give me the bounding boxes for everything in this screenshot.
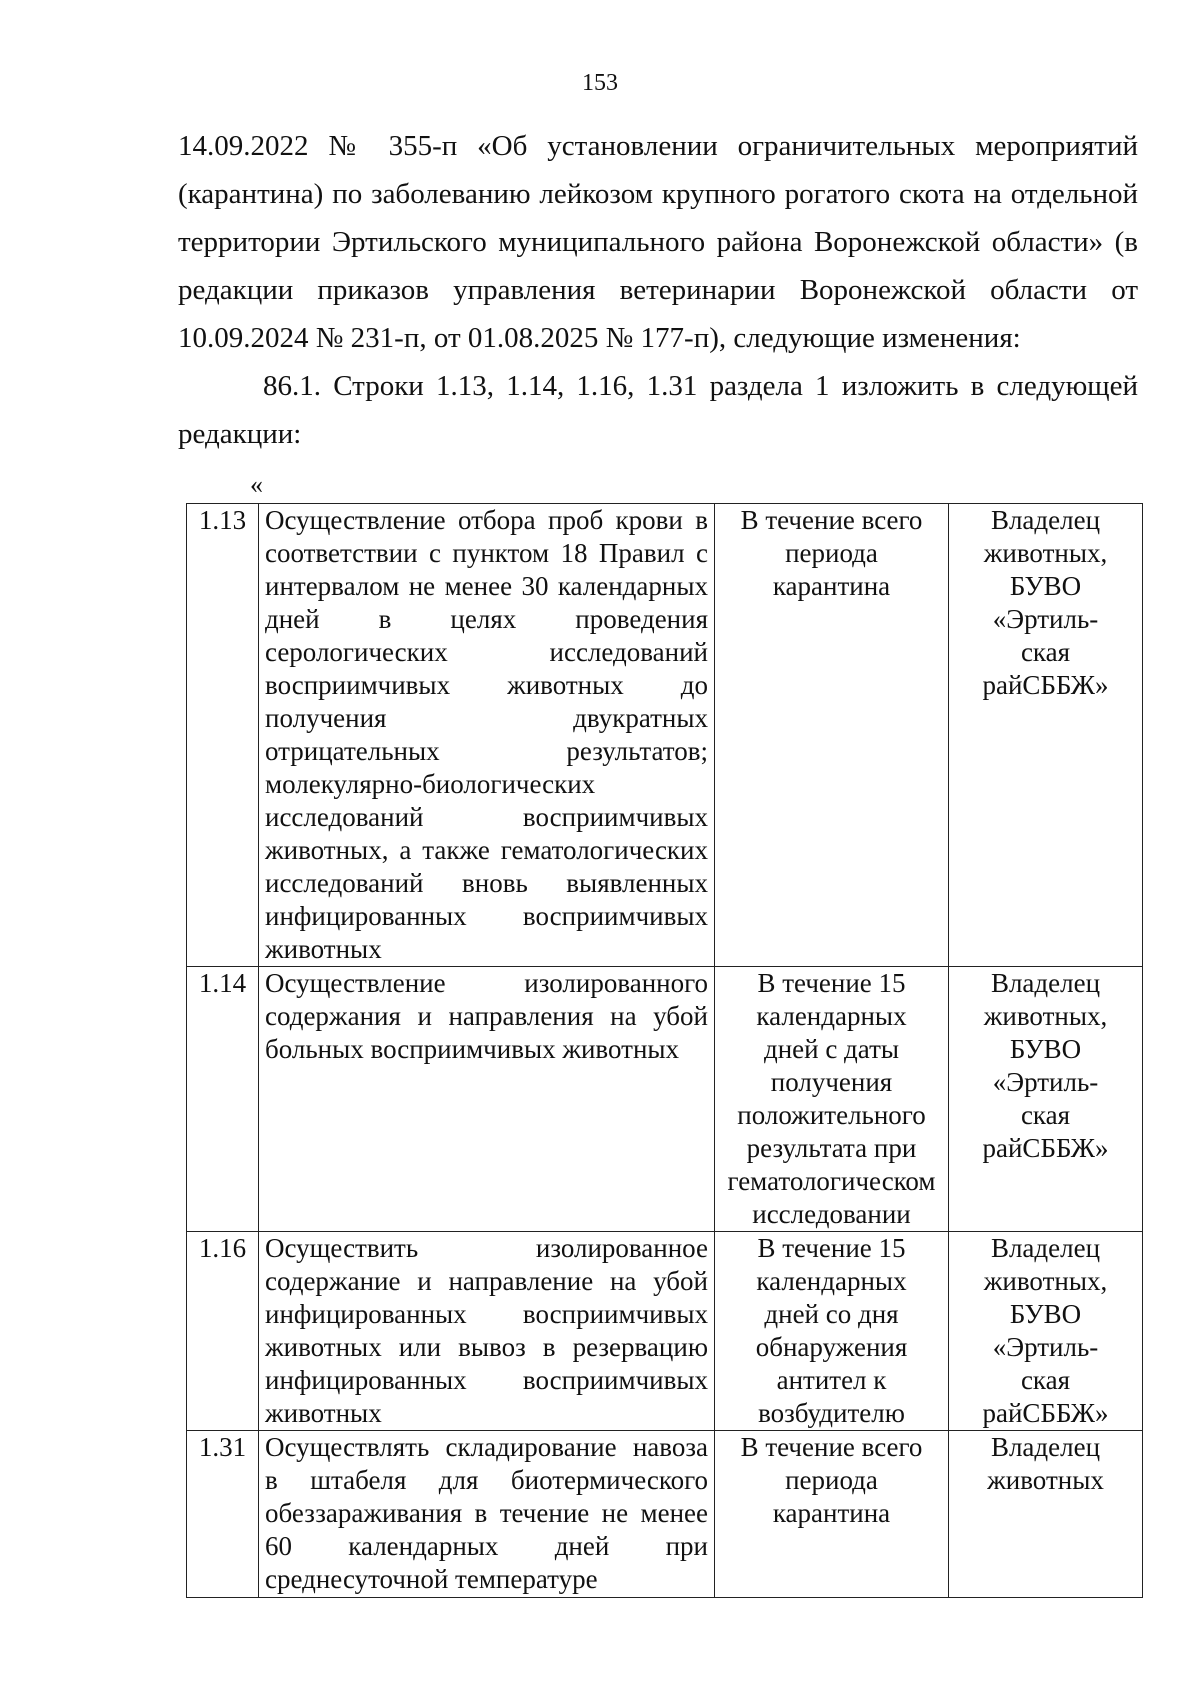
deadline-line: дней со дня [764,1299,899,1329]
row-number: 1.31 [187,1431,259,1598]
deadline-line: обнаружения [755,1332,908,1362]
responsible-line: БУВО [1009,1299,1082,1329]
deadline-line: карантина [772,1498,891,1528]
table-row [187,1431,1143,1598]
deadline-line: исследовании [752,1199,911,1229]
deadline-line: В течение всего [740,505,923,535]
deadline-line: периода [785,1465,878,1495]
opening-quote-mark: « [250,470,263,499]
lead-text [178,122,1138,458]
deadline-cell [715,504,949,967]
responsible-line: БУВО [1009,571,1082,601]
deadline-line: периода [785,538,878,568]
deadline-line: антител к [776,1365,887,1395]
responsible-line: Владелец [990,505,1101,535]
responsible-line: райСББЖ» [982,670,1109,700]
row-number: 1.14 [187,967,259,1232]
lead-paragraph-1: 14.09.2022 № 355-п «Об установлении ограничительных мероприятий (карантина) по заболеванию лейкозом крупного рогатого скота на отдельной территории Эртильского муниципального района Воронежской области» (в редакции приказов управления ветеринарии Воронежской области от 10.09.2024 № 231-п, от 01.08.2025 № 177-п), следующие изменения: [178,130,1138,354]
lead-paragraph-2: 86.1. Строки 1.13, 1.14, 1.16, 1.31 раздела 1 изложить в следующей редакции: [178,370,1138,450]
responsible-line: райСББЖ» [982,1398,1109,1428]
responsible-line: ская [1020,1365,1071,1395]
deadline-cell [715,967,949,1232]
deadline-line: положительного [737,1100,926,1130]
deadline-line: результата при [746,1133,917,1163]
responsible-line: животных, [983,538,1108,568]
responsible-line: Владелец [990,968,1101,998]
row-number: 1.16 [187,1232,259,1431]
measure-text: Осуществление изолированного содержания и направления на убой больных восприимчивых животных [259,967,715,1232]
deadline-line: карантина [772,571,891,601]
deadline-line: гематологическом [727,1166,936,1196]
responsible-line: ская [1020,1100,1071,1130]
table-row [187,967,1143,1232]
responsible-line: райСББЖ» [982,1133,1109,1163]
deadline-line: календарных [756,1001,907,1031]
responsible-cell [949,504,1143,967]
deadline-line: В течение 15 [757,968,906,998]
deadline-line: календарных [756,1266,907,1296]
responsible-line: животных [987,1465,1104,1495]
responsible-line: «Эртиль- [992,1067,1099,1097]
responsible-cell [949,1232,1143,1431]
responsible-cell [949,1431,1143,1598]
responsible-line: «Эртиль- [992,1332,1099,1362]
table-row [187,504,1143,967]
deadline-cell [715,1431,949,1598]
responsible-line: животных, [983,1266,1108,1296]
page-number: 153 [582,70,618,96]
responsible-cell [949,967,1143,1232]
measure-text: Осуществление отбора проб крови в соответствии с пунктом 18 Правил с интервалом не менее 30 календарных дней в целях проведения серологических исследований восприимчивых животных до получения двукратных отрицательных результатов; молекулярно-биологических исследований восприимчивых животных, а также гематологических исследований вновь выявленных инфицированных восприимчивых животных [259,504,715,967]
responsible-line: «Эртиль- [992,604,1099,634]
measure-text: Осуществлять складирование навоза в штабеля для биотермического обеззараживания в течение не менее 60 календарных дней при среднесуточной температуре [259,1431,715,1598]
table-row [187,1232,1143,1431]
responsible-line: БУВО [1009,1034,1082,1064]
responsible-line: Владелец [990,1432,1101,1462]
measure-text: Осуществить изолированное содержание и направление на убой инфицированных восприимчивых животных или вывоз в резервацию инфицированных восприимчивых животных [259,1232,715,1431]
responsible-line: ская [1020,637,1071,667]
measures-table [186,503,1143,1598]
responsible-line: Владелец [990,1233,1101,1263]
deadline-line: возбудителю [758,1398,905,1428]
deadline-line: В течение 15 [757,1233,906,1263]
deadline-line: получения [770,1067,893,1097]
responsible-line: животных, [983,1001,1108,1031]
row-number: 1.13 [187,504,259,967]
deadline-line: дней с даты [763,1034,900,1064]
deadline-line: В течение всего [740,1432,923,1462]
deadline-cell [715,1232,949,1431]
